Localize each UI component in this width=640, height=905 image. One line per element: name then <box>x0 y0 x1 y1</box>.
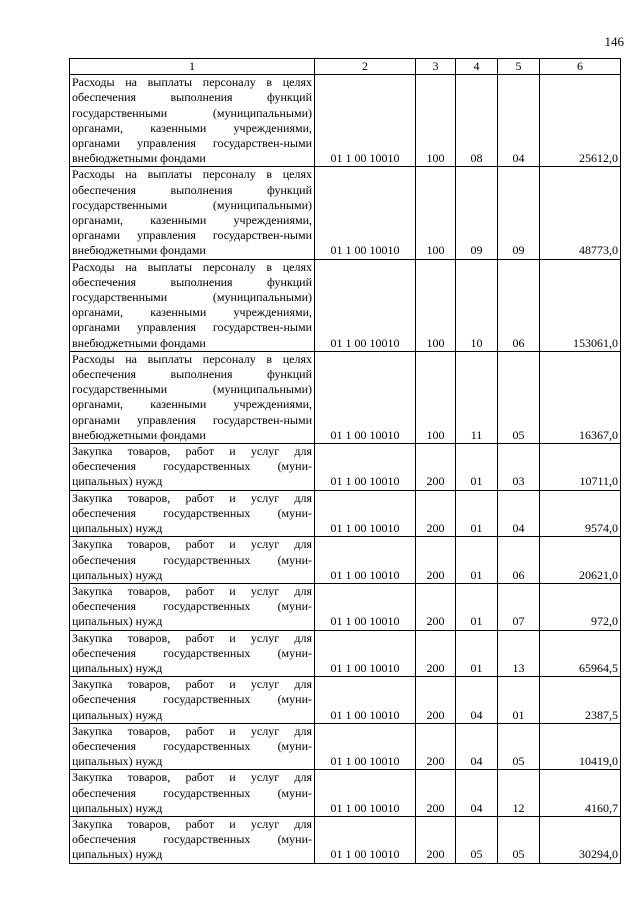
column-header: 6 <box>540 59 621 75</box>
table-row <box>70 677 621 724</box>
row-subsection: 05 <box>498 723 540 770</box>
row-description: Закупка товаров, работ и услуг для обеспечения государственных (муни-ципальных) нужд <box>70 770 315 817</box>
row-description: Расходы на выплаты персоналу в целях обеспечения выполнения функций государственными (муниципальными) органами, казенными учреждениями, органами управления государствен-ными внебюджетными фондами <box>70 167 315 259</box>
row-section: 04 <box>456 770 498 817</box>
row-amount: 9574,0 <box>540 490 621 537</box>
row-section: 01 <box>456 630 498 677</box>
table-row <box>70 816 621 863</box>
table-row <box>70 351 621 443</box>
row-subsection: 05 <box>498 351 540 443</box>
row-amount: 4160,7 <box>540 770 621 817</box>
row-code: 01 1 00 10010 <box>315 167 416 259</box>
row-amount: 10419,0 <box>540 723 621 770</box>
row-description: Закупка товаров, работ и услуг для обеспечения государственных (муни-ципальных) нужд <box>70 583 315 630</box>
row-description: Закупка товаров, работ и услуг для обеспечения государственных (муни-ципальных) нужд <box>70 677 315 724</box>
column-header: 5 <box>498 59 540 75</box>
row-expense-type: 200 <box>416 723 456 770</box>
row-expense-type: 100 <box>416 351 456 443</box>
row-amount: 153061,0 <box>540 259 621 351</box>
row-amount: 972,0 <box>540 583 621 630</box>
table-row <box>70 259 621 351</box>
table-row <box>70 490 621 537</box>
row-code: 01 1 00 10010 <box>315 444 416 491</box>
row-expense-type: 200 <box>416 537 456 584</box>
row-code: 01 1 00 10010 <box>315 351 416 443</box>
row-section: 01 <box>456 444 498 491</box>
row-subsection: 04 <box>498 75 540 167</box>
row-code: 01 1 00 10010 <box>315 723 416 770</box>
budget-table <box>69 58 621 864</box>
row-section: 11 <box>456 351 498 443</box>
row-expense-type: 200 <box>416 677 456 724</box>
row-expense-type: 200 <box>416 816 456 863</box>
row-description: Закупка товаров, работ и услуг для обеспечения государственных (муни-ципальных) нужд <box>70 816 315 863</box>
table-row <box>70 770 621 817</box>
row-subsection: 12 <box>498 770 540 817</box>
row-section: 05 <box>456 816 498 863</box>
row-subsection: 13 <box>498 630 540 677</box>
row-section: 04 <box>456 677 498 724</box>
row-subsection: 09 <box>498 167 540 259</box>
row-description: Закупка товаров, работ и услуг для обеспечения государственных (муни-ципальных) нужд <box>70 537 315 584</box>
table-row <box>70 723 621 770</box>
column-header: 3 <box>416 59 456 75</box>
row-amount: 65964,5 <box>540 630 621 677</box>
row-expense-type: 200 <box>416 770 456 817</box>
row-subsection: 06 <box>498 259 540 351</box>
row-description: Закупка товаров, работ и услуг для обеспечения государственных (муни-ципальных) нужд <box>70 630 315 677</box>
row-description: Расходы на выплаты персоналу в целях обеспечения выполнения функций государственными (муниципальными) органами, казенными учреждениями, органами управления государствен-ными внебюджетными фондами <box>70 75 315 167</box>
row-expense-type: 100 <box>416 167 456 259</box>
row-expense-type: 200 <box>416 630 456 677</box>
table-row <box>70 167 621 259</box>
table-row <box>70 537 621 584</box>
header-row <box>70 59 621 75</box>
table-row <box>70 444 621 491</box>
column-header: 2 <box>315 59 416 75</box>
row-code: 01 1 00 10010 <box>315 75 416 167</box>
page-number: 146 <box>604 34 624 49</box>
row-section: 01 <box>456 537 498 584</box>
row-description: Расходы на выплаты персоналу в целях обеспечения выполнения функций государственными (муниципальными) органами, казенными учреждениями, органами управления государствен-ными внебюджетными фондами <box>70 351 315 443</box>
row-code: 01 1 00 10010 <box>315 770 416 817</box>
row-subsection: 05 <box>498 816 540 863</box>
column-header: 4 <box>456 59 498 75</box>
row-section: 10 <box>456 259 498 351</box>
row-subsection: 01 <box>498 677 540 724</box>
row-amount: 2387,5 <box>540 677 621 724</box>
row-subsection: 07 <box>498 583 540 630</box>
row-code: 01 1 00 10010 <box>315 490 416 537</box>
row-description: Закупка товаров, работ и услуг для обеспечения государственных (муни-ципальных) нужд <box>70 723 315 770</box>
row-code: 01 1 00 10010 <box>315 259 416 351</box>
column-header: 1 <box>70 59 315 75</box>
row-description: Расходы на выплаты персоналу в целях обеспечения выполнения функций государственными (муниципальными) органами, казенными учреждениями, органами управления государствен-ными внебюджетными фондами <box>70 259 315 351</box>
table-row <box>70 75 621 167</box>
row-code: 01 1 00 10010 <box>315 630 416 677</box>
row-section: 01 <box>456 583 498 630</box>
row-subsection: 06 <box>498 537 540 584</box>
row-section: 09 <box>456 167 498 259</box>
table-row <box>70 583 621 630</box>
table-row <box>70 630 621 677</box>
row-code: 01 1 00 10010 <box>315 583 416 630</box>
row-code: 01 1 00 10010 <box>315 537 416 584</box>
row-code: 01 1 00 10010 <box>315 677 416 724</box>
row-subsection: 04 <box>498 490 540 537</box>
row-amount: 30294,0 <box>540 816 621 863</box>
row-section: 04 <box>456 723 498 770</box>
row-subsection: 03 <box>498 444 540 491</box>
row-expense-type: 100 <box>416 75 456 167</box>
row-section: 01 <box>456 490 498 537</box>
row-amount: 16367,0 <box>540 351 621 443</box>
row-code: 01 1 00 10010 <box>315 816 416 863</box>
row-amount: 25612,0 <box>540 75 621 167</box>
row-amount: 20621,0 <box>540 537 621 584</box>
row-amount: 10711,0 <box>540 444 621 491</box>
table-body <box>70 75 621 863</box>
row-expense-type: 200 <box>416 490 456 537</box>
row-expense-type: 200 <box>416 444 456 491</box>
row-amount: 48773,0 <box>540 167 621 259</box>
row-expense-type: 100 <box>416 259 456 351</box>
row-description: Закупка товаров, работ и услуг для обеспечения государственных (муни-ципальных) нужд <box>70 490 315 537</box>
row-expense-type: 200 <box>416 583 456 630</box>
row-section: 08 <box>456 75 498 167</box>
row-description: Закупка товаров, работ и услуг для обеспечения государственных (муни-ципальных) нужд <box>70 444 315 491</box>
